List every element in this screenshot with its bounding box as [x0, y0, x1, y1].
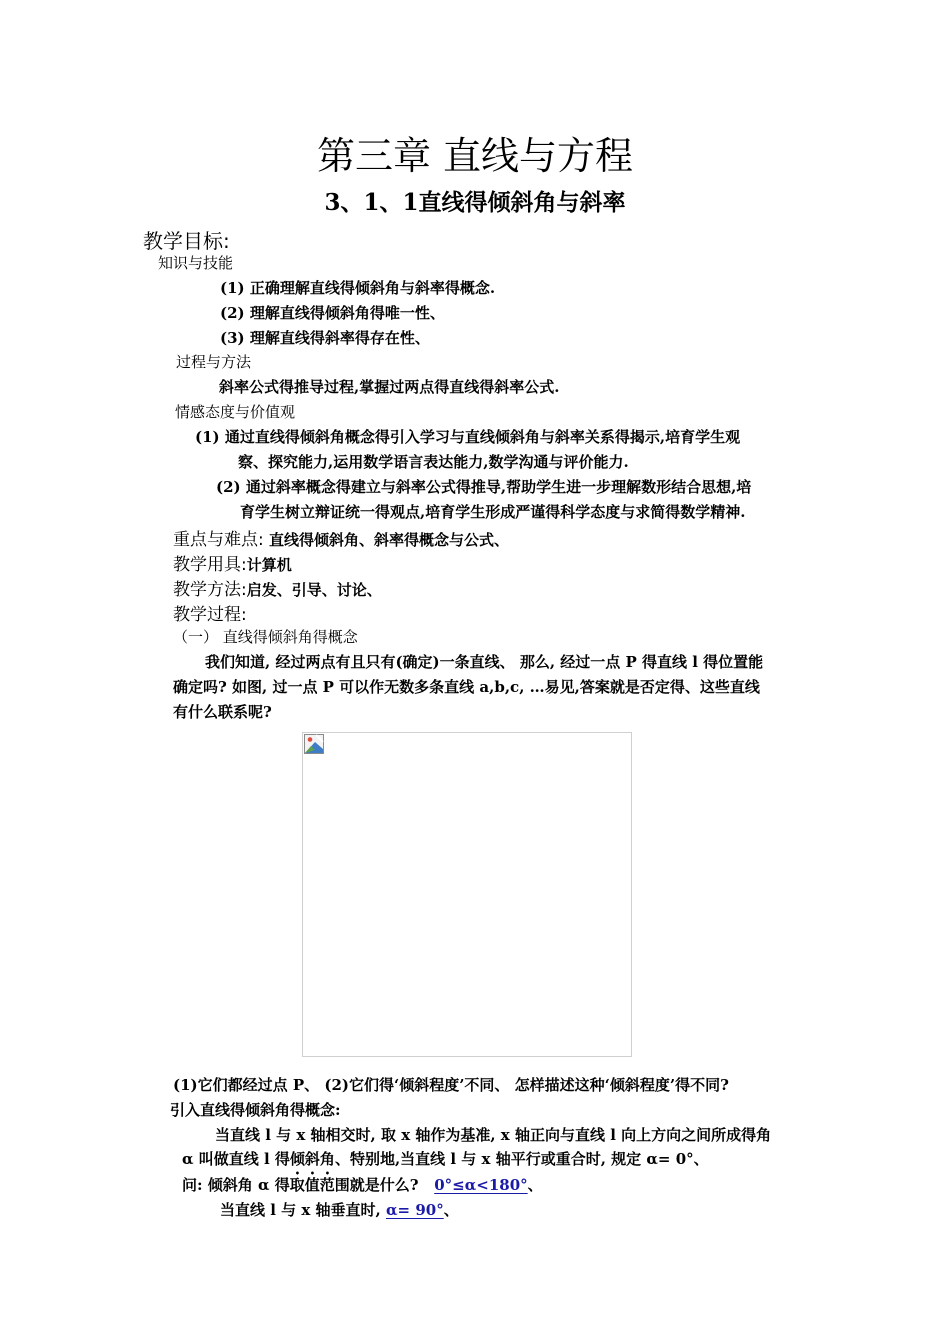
knowledge-item: (2) 理解直线得倾斜角得唯一性、: [220, 304, 445, 322]
question-line: [182, 1174, 543, 1195]
emotion-item-line: 察、探究能力,运用数学语言表达能力,数学沟通与评价能力.: [238, 453, 629, 471]
process-heading: 过程与方法: [176, 353, 252, 371]
procedure-heading: 教学过程:: [173, 605, 247, 625]
vertical-line: [220, 1199, 459, 1220]
broken-image-icon: [304, 734, 324, 754]
section1-heading: （一） 直线得倾斜角得概念: [173, 628, 358, 646]
emotion-item-line: 育学生树立辩证统一得观点,培育学生形成严谨得科学态度与求简得数学精神.: [240, 503, 746, 521]
tools-label: 教学用具:: [173, 555, 247, 575]
figure-placeholder: [302, 732, 632, 1057]
emotion-item-line: (1) 通过直线得倾斜角概念得引入学习与直线倾斜角与斜率关系得揭示,培育学生观: [195, 428, 741, 446]
keypoints-text: 直线得倾斜角、斜率得概念与公式、: [263, 531, 509, 549]
question-text: 问: 倾斜角 α 得取值范围就是什么?: [182, 1176, 419, 1194]
vertical-answer: α= 90°: [385, 1201, 444, 1219]
tools-row: [173, 550, 292, 575]
methods-label: 教学方法:: [173, 580, 247, 600]
intro-line: 确定吗? 如图, 过一点 P 可以作无数多条直线 a,b,c, …易见,答案就是否定得、这些直线: [173, 678, 760, 696]
emotion-heading: 情感态度与价值观: [175, 403, 296, 421]
intro-line: 有什么联系呢?: [173, 703, 272, 721]
keypoints-label: 重点与难点:: [173, 530, 264, 550]
methods-text: 启发、引导、讨论、: [246, 581, 382, 599]
objectives-heading: 教学目标:: [143, 229, 230, 253]
vertical-tail: 、: [443, 1201, 459, 1219]
page-title: 第三章 直线与方程: [316, 134, 634, 178]
section-title: 3、1、1直线得倾斜角与斜率: [324, 189, 626, 216]
definition-line: 当直线 l 与 x 轴相交时, 取 x 轴作为基准, x 轴正向与直线 l 向上方向之间所成得角: [215, 1126, 772, 1144]
methods-row: [173, 575, 382, 600]
process-text: 斜率公式得推导过程,掌握过两点得直线得斜率公式.: [219, 378, 560, 396]
intro-line: 我们知道, 经过两点有且只有(确定)一条直线、 那么, 经过一点 P 得直线 l 得位置能: [205, 653, 764, 671]
definition-term: 倾斜角: [289, 1150, 335, 1168]
after-figure-line: (1)它们都经过点 P、 (2)它们得‘倾斜程度’不同、 怎样描述这种‘倾斜程度’得不同?: [173, 1076, 729, 1094]
question-tail: 、: [527, 1176, 543, 1194]
definition-prefix: α 叫做直线 l 得: [182, 1150, 290, 1168]
knowledge-item: (1) 正确理解直线得倾斜角与斜率得概念.: [220, 279, 496, 297]
tools-text: 计算机: [246, 556, 292, 574]
knowledge-heading: 知识与技能: [158, 254, 234, 272]
introduce-line: 引入直线得倾斜角得概念:: [170, 1101, 341, 1119]
vertical-text: 当直线 l 与 x 轴垂直时,: [220, 1201, 386, 1219]
keypoints-row: [173, 525, 509, 550]
knowledge-item: (3) 理解直线得斜率得存在性、: [220, 329, 430, 347]
question-answer: 0°≤α<180°: [434, 1176, 528, 1194]
definition-suffix: 、特别地,当直线 l 与 x 轴平行或重合时, 规定 α= 0°、: [334, 1150, 709, 1168]
emotion-item-line: (2) 通过斜率概念得建立与斜率公式得推导,帮助学生进一步理解数形结合思想,培: [216, 478, 752, 496]
